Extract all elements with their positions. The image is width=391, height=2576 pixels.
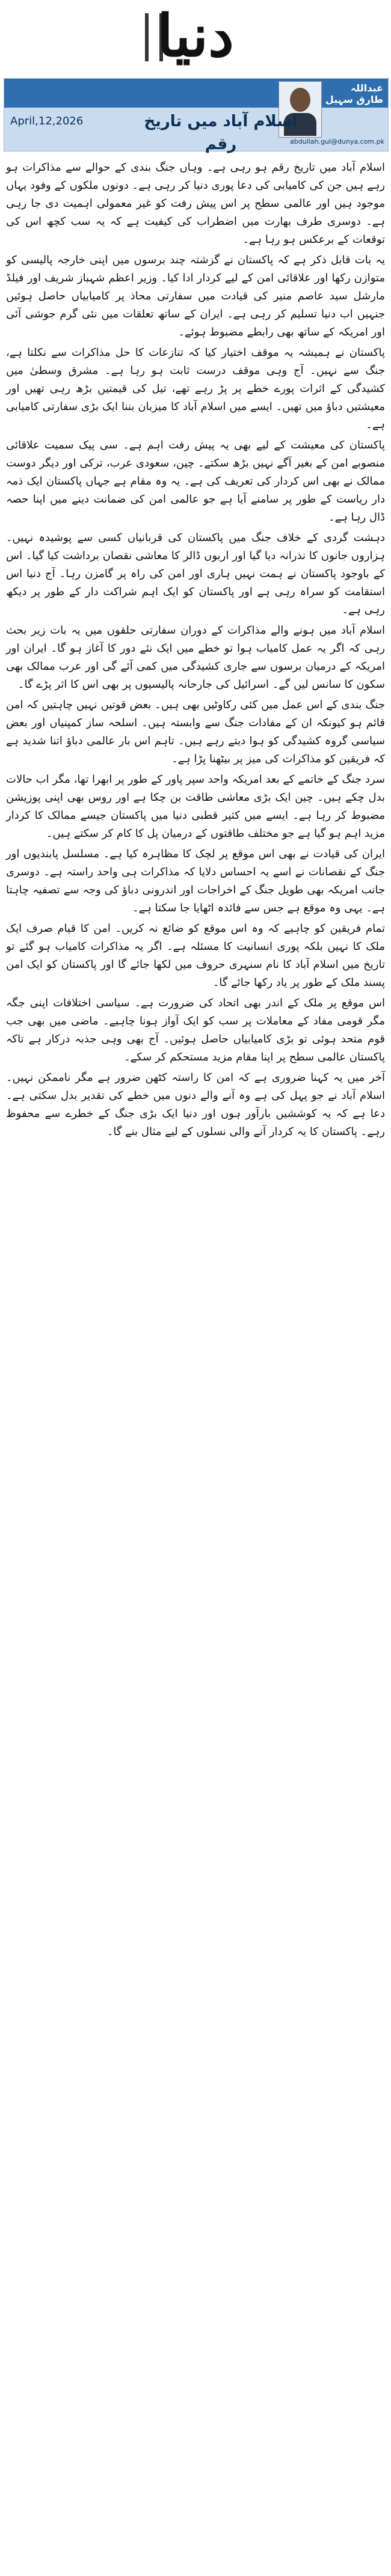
masthead	[0, 0, 391, 72]
article-paragraph: آخر میں یہ کہنا ضروری ہے کہ امن کا راستہ کٹھن ضرور ہے مگر ناممکن نہیں۔ اسلام آباد نے جو پہل کی ہے وہ آنے والے دنوں میں خطے کی تقدیر بدل سکتی ہے۔ دعا ہے کہ یہ کوششیں بارآور ہوں اور دنیا ایک بڑی جنگ کے خطرے سے محفوظ رہے۔ پاکستان کا یہ کردار آنے والی نسلوں کے لیے مثال بنے گا۔	[6, 1071, 385, 1138]
article-paragraph: اسلام آباد میں ہونے والے مذاکرات کے دوران سفارتی حلقوں میں یہ بات زیر بحث رہی کہ اگر یہ عمل کامیاب ہوا تو خطے میں ایک نئے دور کا آغاز ہو گا۔ ایران اور امریکہ کے درمیان برسوں سے جاری کشیدگی میں کمی آئے گی اور عرب ممالک بھی سکون کا سانس لیں گے۔ اسرائیل کی جارحانہ پالیسیوں پر بھی اس کا اثر پڑے گا۔	[6, 624, 385, 691]
article-paragraph: دہشت گردی کے خلاف جنگ میں پاکستان کی قربانیاں کسی سے پوشیدہ نہیں۔ ہزاروں جانوں کا نذرانہ دیا گیا اور اربوں ڈالر کا معاشی نقصان برداشت کیا گیا۔ اس کے باوجود پاکستان نے ہمت نہیں ہاری اور امن کی راہ پر گامزن رہا۔ آج دنیا اس استقامت کو سراہ رہی ہے اور پاکستان کو ایک اہم شراکت دار کے طور پر دیکھ رہی ہے۔	[6, 531, 385, 616]
author-name: عبداللہ طارق سہیل	[325, 82, 383, 105]
article-paragraph: پاکستان کی معیشت کے لیے بھی یہ پیش رفت اہم ہے۔ سی پیک سمیت علاقائی منصوبے امن کے بغیر آگے نہیں بڑھ سکتے۔ چین، سعودی عرب، ترکی اور دیگر دوست ممالک نے بھی اس کردار کی تعریف کی ہے۔ یہ وہ مقام ہے جہاں پاکستان ایک ذمہ دار ریاست کے طور پر سامنے آیا ہے جو عالمی امن کی ضمانت دینے میں اپنا حصہ ڈال رہا ہے۔	[6, 439, 385, 524]
newspaper-logo	[143, 2, 248, 70]
newspaper-logo-text: دنیا	[157, 2, 234, 70]
article-paragraph: پاکستان نے ہمیشہ یہ موقف اختیار کیا کہ تنازعات کا حل مذاکرات سے نکلتا ہے، جنگ سے نہیں۔ آج وہی موقف درست ثابت ہو رہا ہے۔ مشرق وسطیٰ میں کشیدگی کے اثرات پورے خطے پر پڑ رہے تھے، تیل کی قیمتیں بڑھ رہی تھیں اور معیشتیں دباؤ میں تھیں۔ ایسے میں اسلام آباد کا میزبان بننا ایک بڑی سفارتی کامیابی ہے۔	[6, 346, 385, 431]
article-paragraph: سرد جنگ کے خاتمے کے بعد امریکہ واحد سپر پاور کے طور پر ابھرا تھا، مگر اب حالات بدل چکے ہیں۔ چین ایک بڑی معاشی طاقت بن چکا ہے اور روس بھی اپنی پوزیشن مضبوط کر رہا ہے۔ ایسے میں کثیر قطبی دنیا میں پاکستان جیسے ممالک کا کردار مزید اہم ہو گیا ہے جو مختلف طاقتوں کے درمیان پل کا کام کر سکتے ہیں۔	[6, 773, 385, 840]
author-email: abdullah.gul@dunya.com.pk	[289, 138, 384, 145]
article-paragraph: تمام فریقین کو چاہیے کہ وہ اس موقع کو ضائع نہ کریں۔ امن کا قیام صرف ایک ملک کا نہیں بلکہ پوری انسانیت کا مسئلہ ہے۔ اگر یہ مذاکرات کامیاب ہو گئے تو تاریخ میں اسلام آباد کا نام سنہری حروف میں لکھا جائے گا اور پاکستان کو ایک امن پسند ملک کے طور پر یاد رکھا جائے گا۔	[6, 922, 385, 989]
column-date: April,12,2026	[10, 115, 84, 127]
column-header	[4, 78, 389, 151]
article-body	[6, 159, 385, 1143]
column-title: اسلام آباد میں تاریخ رقم	[144, 112, 298, 153]
article-paragraph: اس موقع پر ملک کے اندر بھی اتحاد کی ضرورت ہے۔ سیاسی اختلافات اپنی جگہ مگر قومی مفاد کے معاملات پر سب کو ایک آواز ہونا چاہیے۔ ماضی میں بھی جب قوم متحد ہوئی تو بڑی کامیابیاں حاصل ہوئیں۔ آج بھی وہی جذبہ درکار ہے تاکہ پاکستان عالمی سطح پر اپنا مقام مزید مستحکم کر سکے۔	[6, 997, 385, 1063]
article-paragraph: یہ بات قابل ذکر ہے کہ پاکستان نے گزشتہ چند برسوں میں اپنی خارجہ پالیسی کو متوازن رکھا اور علاقائی امن کے لیے کردار ادا کیا۔ وزیر اعظم شہباز شریف اور فیلڈ مارشل سید عاصم منیر کی قیادت میں سفارتی محاذ پر کامیابیاں حاصل ہوئیں جنہیں اب دنیا تسلیم کر رہی ہے۔ ایران کے ساتھ تعلقات میں نئی گرم جوشی آئی اور امریکہ کے ساتھ بھی رابطے مضبوط ہوئے۔	[6, 254, 385, 338]
article-paragraph: ایران کی قیادت نے بھی اس موقع پر لچک کا مظاہرہ کیا ہے۔ مسلسل پابندیوں اور جنگ کے نقصانات نے اسے یہ احساس دلایا کہ مذاکرات ہی واحد راستہ ہے۔ دوسری جانب امریکہ بھی طویل جنگ کے اخراجات اور اندرونی دباؤ کی وجہ سے تصفیہ چاہتا ہے۔ یہی وہ موقع ہے جس سے فائدہ اٹھایا جا سکتا ہے۔	[6, 848, 385, 914]
author-photo-head	[290, 88, 310, 112]
article-paragraph: اسلام آباد میں تاریخ رقم ہو رہی ہے۔ وہاں جنگ بندی کے حوالے سے مذاکرات ہو رہے ہیں جن کی کامیابی کی دعا پوری دنیا کر رہی ہے۔ دونوں ملکوں کے وفود یہاں موجود ہیں اور عالمی سطح پر اس پیش رفت کو غیر معمولی اہمیت دی جا رہی ہے۔ دوسری طرف بھارت میں اضطراب کی کیفیت ہے کہ یہ سب کچھ اس کی توقعات کے برعکس ہو رہا ہے۔	[6, 161, 385, 246]
article-paragraph: جنگ بندی کے اس عمل میں کئی رکاوٹیں بھی ہیں۔ بعض قوتیں نہیں چاہتیں کہ امن قائم ہو کیونکہ ان کے مفادات جنگ سے وابستہ ہیں۔ اسلحہ ساز کمپنیاں اور بعض سیاسی گروہ کشیدگی کو ہوا دیتے رہے ہیں۔ تاہم اس بار عالمی دباؤ اتنا شدید ہے کہ فریقین کو مذاکرات کی میز پر بیٹھنا پڑا ہے۔	[6, 699, 385, 765]
